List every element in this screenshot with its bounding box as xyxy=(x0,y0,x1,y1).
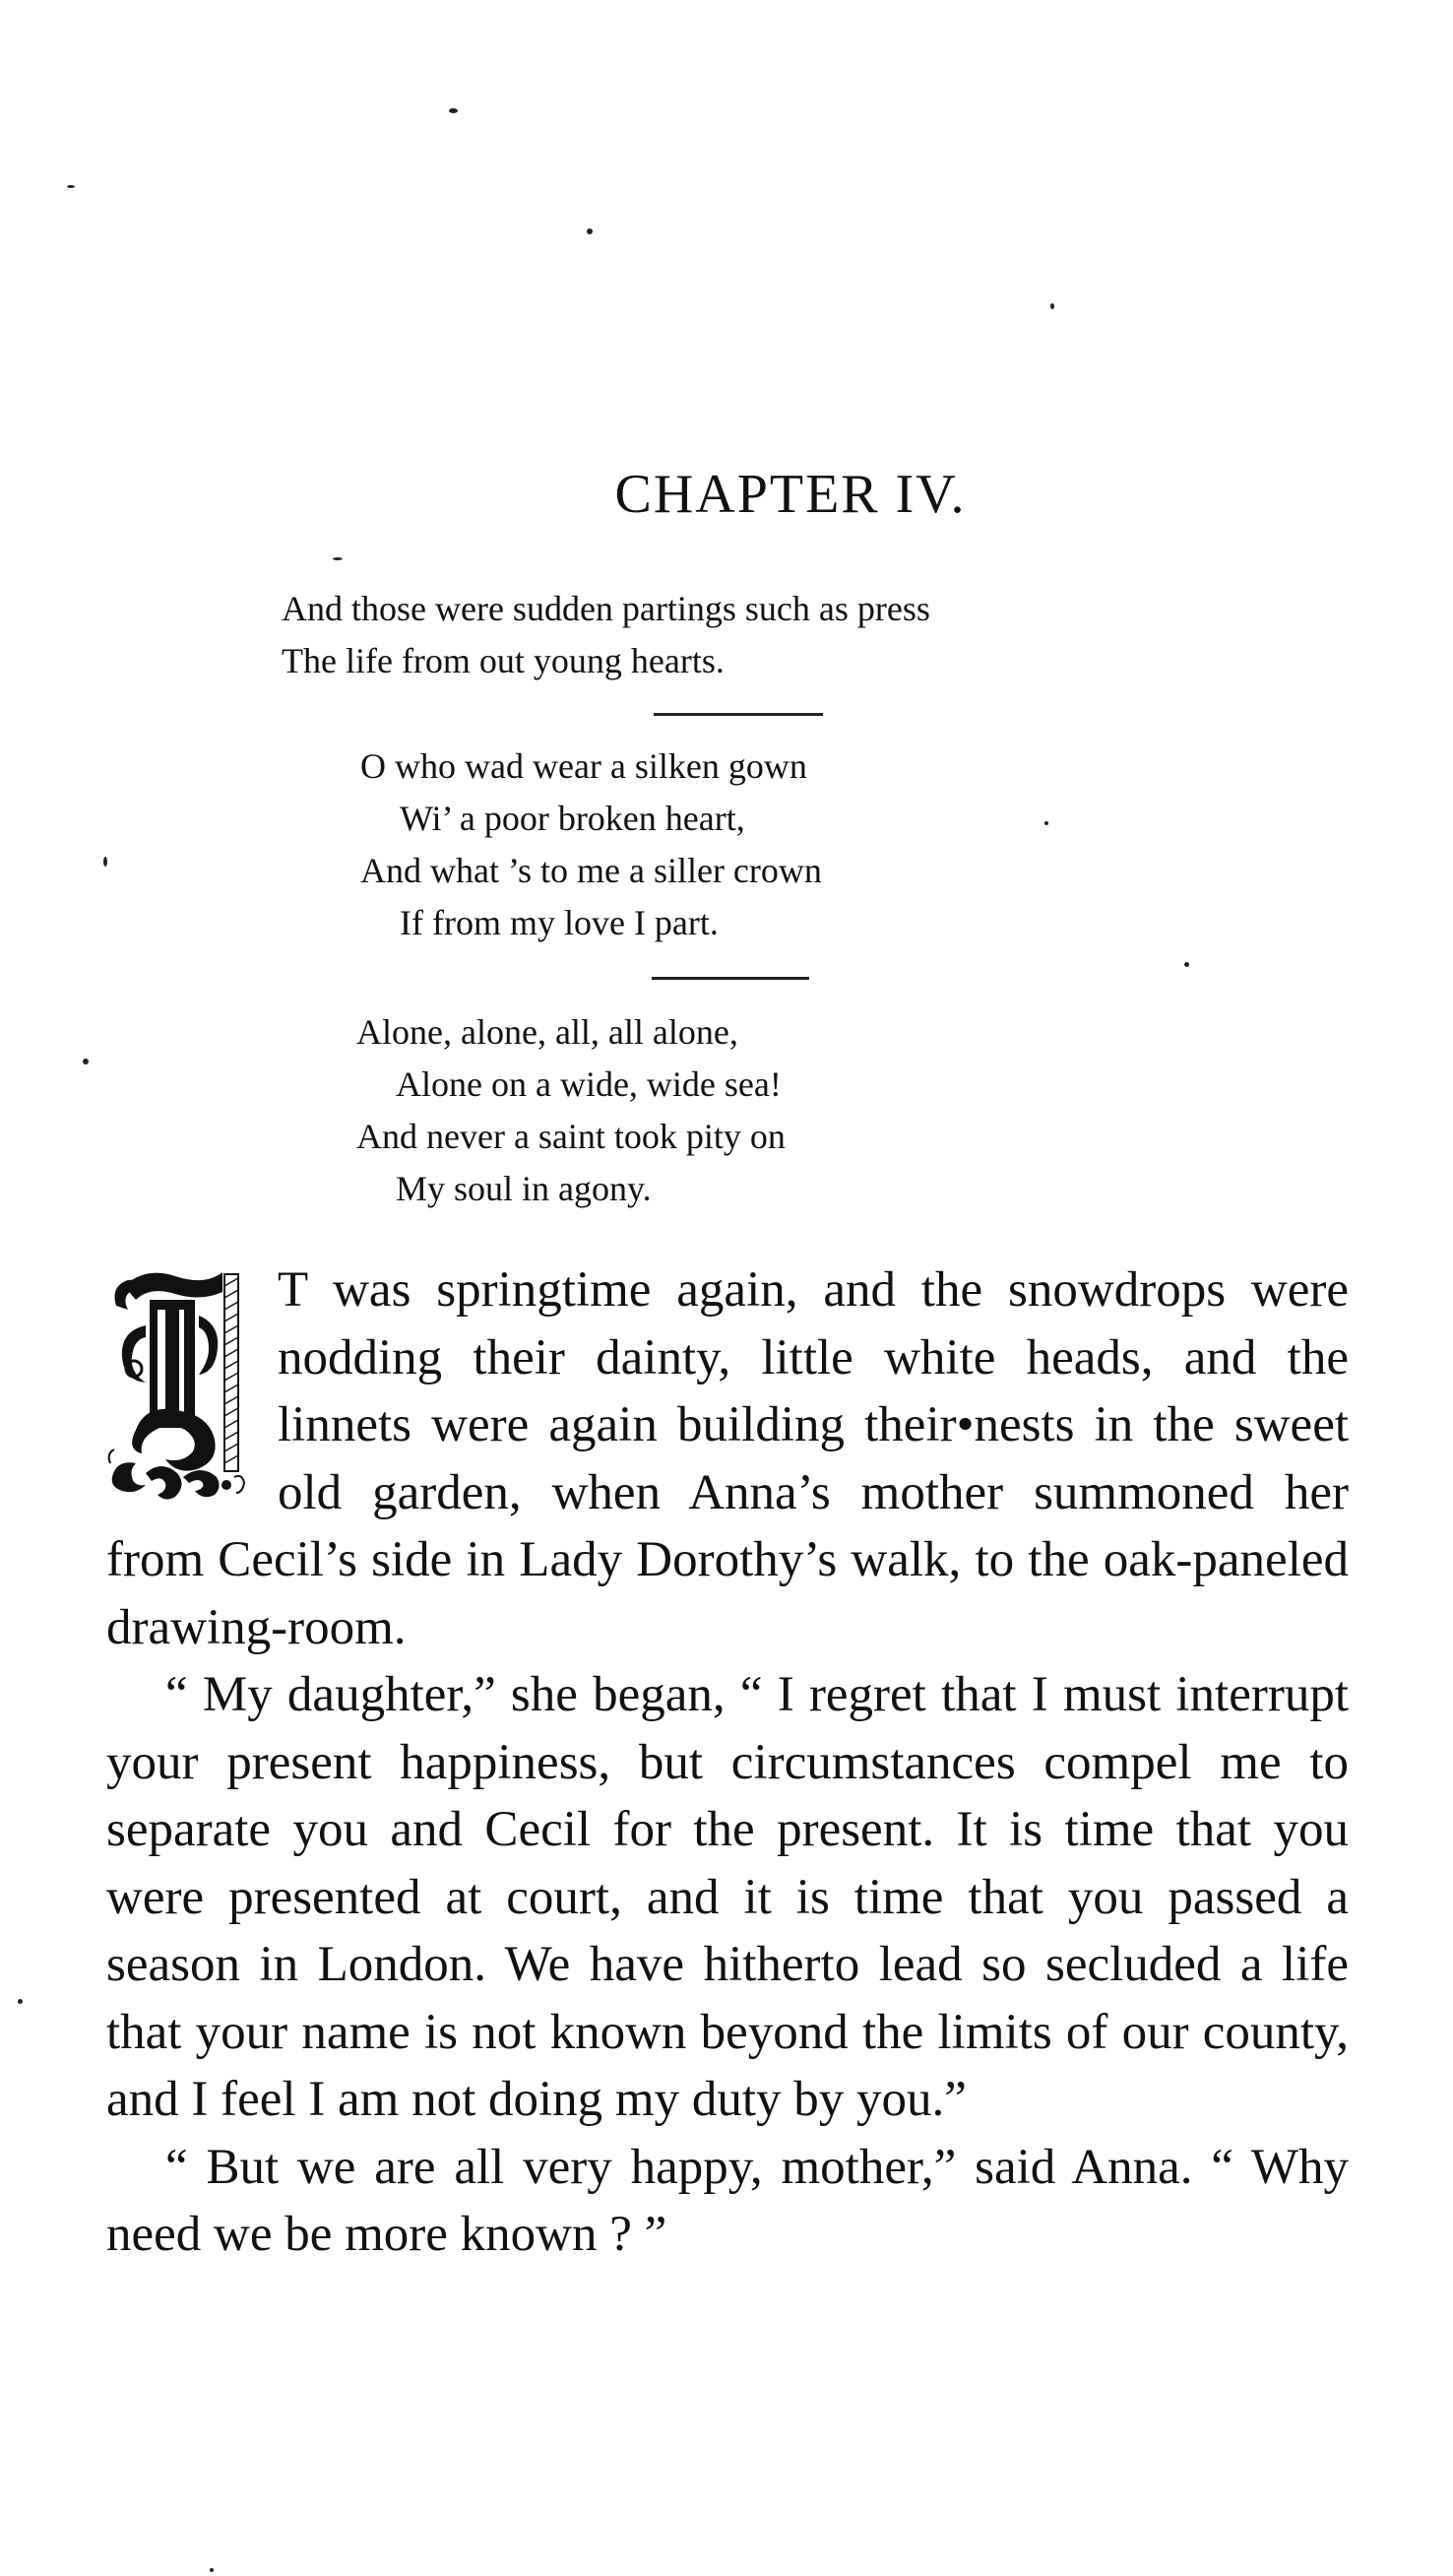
section-divider xyxy=(654,713,823,716)
epigraph-line: Alone on a wide, wide sea! xyxy=(396,1064,782,1104)
epigraph-line: Alone, alone, all, all alone, xyxy=(356,1012,738,1052)
section-divider xyxy=(652,977,809,980)
chapter-title: CHAPTER IV. xyxy=(614,464,967,525)
epigraph-line: The life from out young hearts. xyxy=(282,641,725,680)
scan-speck xyxy=(333,557,343,560)
epigraph-line: O who wad wear a silken gown xyxy=(360,746,807,786)
scan-speck xyxy=(449,108,458,113)
epigraph-line: And what ’s to me a siller crown xyxy=(360,851,822,890)
epigraph-line: My soul in agony. xyxy=(396,1169,652,1208)
epigraph-3 xyxy=(356,1006,786,1215)
epigraph-2 xyxy=(360,741,822,949)
paragraph-1 xyxy=(106,1256,1349,1661)
epigraph-line: Wi’ a poor broken heart, xyxy=(400,799,745,838)
scan-speck xyxy=(1050,303,1054,309)
chapter-body xyxy=(106,1256,1349,2269)
epigraph-line: And those were sudden partings such as press xyxy=(282,589,930,628)
epigraph-line: And never a saint took pity on xyxy=(356,1117,786,1156)
scan-speck xyxy=(103,857,107,867)
paragraph-2: “ My daughter,” she began, “ I regret that I must interrupt your present happiness, but circumstances compel me to separate you and Cecil for the present. It is time that you were presented at court, and it is time that you passed a season in London. We have hitherto lead so secluded a life that your name is not known beyond the limits of our county, and I feel I am not doing my duty by you.” xyxy=(106,1667,1349,2127)
scan-speck xyxy=(18,1999,23,2004)
scan-speck xyxy=(1044,821,1048,825)
epigraph-1 xyxy=(282,583,930,687)
ornamental-drop-cap xyxy=(106,1266,264,1522)
scan-speck xyxy=(587,228,593,234)
scan-speck xyxy=(67,185,75,188)
scan-speck xyxy=(1184,962,1189,967)
paragraph-text: T was springtime again, and the snowdrops were nodding their dainty, little white heads, and the linnets were again building their•nests in the sweet old garden, when Anna’s mother summoned her from Cecil’s side in Lady Dorothy’s walk, to the oak-paneled drawing-room. xyxy=(106,1262,1349,1655)
scan-speck xyxy=(210,2568,214,2572)
paragraph-3: “ But we are all very happy, mother,” said Anna. “ Why need we be more known ? ” xyxy=(106,2139,1349,2262)
scan-speck xyxy=(83,1059,89,1064)
epigraph-line: If from my love I part. xyxy=(400,903,719,942)
drop-cap-i-ornament-icon xyxy=(106,1266,250,1503)
